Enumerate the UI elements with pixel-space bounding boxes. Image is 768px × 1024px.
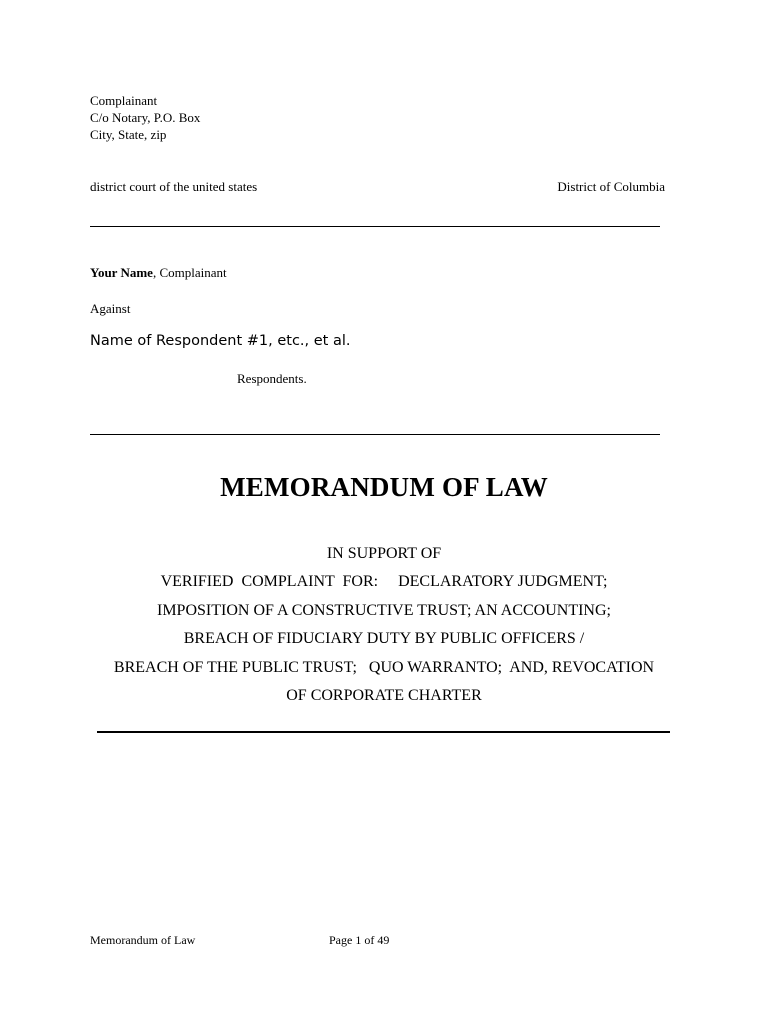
page-number: Page 1 of 49 bbox=[329, 933, 390, 947]
subtitle-line: VERIFIED COMPLAINT FOR: DECLARATORY JUDGMENT; bbox=[160, 573, 608, 591]
court-name: district court of the united states bbox=[90, 179, 258, 194]
document-subtitle bbox=[0, 540, 768, 710]
city-state-zip: City, State, zip bbox=[90, 127, 167, 142]
complainant-name: Your Name bbox=[90, 265, 153, 280]
divider-bottom bbox=[97, 731, 670, 733]
subtitle-line: IN SUPPORT OF bbox=[326, 545, 442, 562]
complainant-line bbox=[90, 264, 227, 281]
respondents-label: Respondents. bbox=[237, 371, 307, 386]
complainant-label: Complainant bbox=[90, 93, 158, 108]
against-label: Against bbox=[90, 301, 131, 316]
respondent-etal: , etc., et al. bbox=[268, 333, 351, 349]
document-title: MEMORANDUM OF LAW bbox=[220, 472, 548, 502]
respondent-line bbox=[90, 332, 351, 350]
respondent-name: Name of Respondent #1 bbox=[90, 333, 269, 349]
divider-top bbox=[90, 226, 660, 227]
address-line: C/o Notary, P.O. Box bbox=[90, 110, 201, 125]
subtitle-line: BREACH OF FIDUCIARY DUTY BY PUBLIC OFFICERS / bbox=[183, 630, 585, 648]
court-district: District of Columbia bbox=[557, 179, 665, 194]
complainant-role: , Complainant bbox=[152, 265, 227, 280]
subtitle-line: OF CORPORATE CHARTER bbox=[286, 687, 482, 705]
complainant-address bbox=[90, 92, 200, 143]
subtitle-line: IMPOSITION OF A CONSTRUCTIVE TRUST; AN ACCOUNTING; bbox=[157, 601, 611, 619]
divider-middle bbox=[90, 434, 660, 435]
subtitle-line: BREACH OF THE PUBLIC TRUST; QUO WARRANTO; AND, REVOCATION bbox=[113, 658, 655, 676]
footer-title: Memorandum of Law bbox=[90, 933, 196, 947]
